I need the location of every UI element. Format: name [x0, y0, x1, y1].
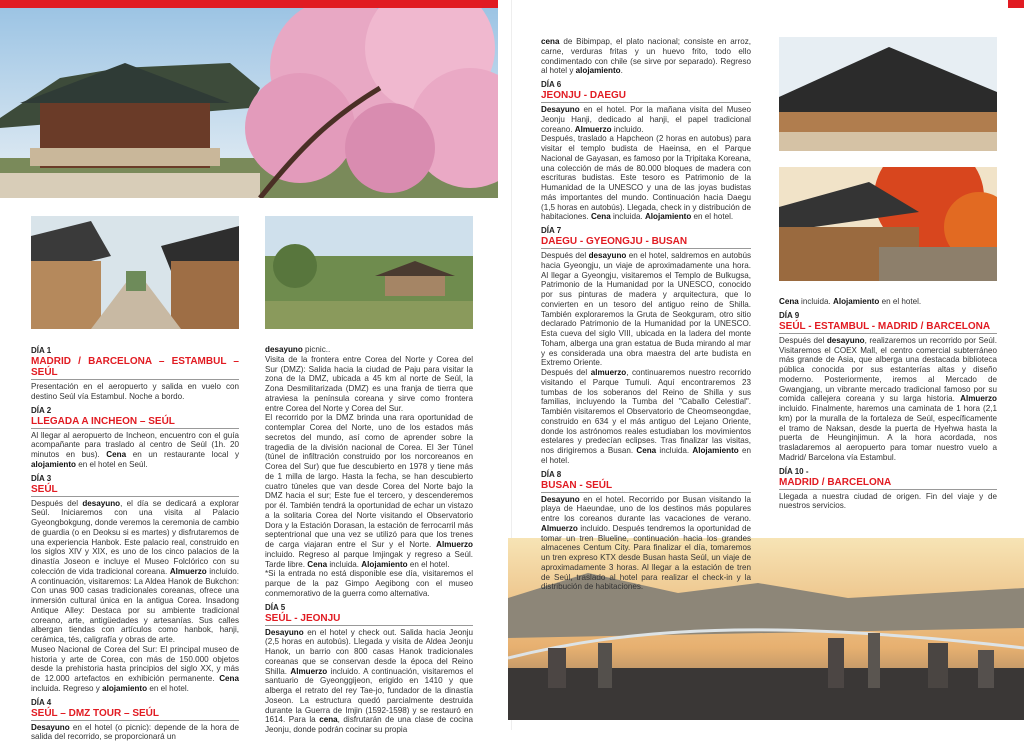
day-7-title: DAEGU - GYEONGJU - BUSAN	[541, 236, 751, 249]
day-3-label: DÍA 3	[31, 474, 239, 484]
day-5-label: DÍA 5	[265, 603, 473, 613]
hanok-village-photo	[31, 216, 239, 329]
day-3-title: SEÚL	[31, 484, 239, 497]
day-2-label: DÍA 2	[31, 406, 239, 416]
day-4-text-tour: El recorrido por la DMZ brinda una rara oportunidad de contemplar Corea del Norte, uno de los estados más secretos del mundo, así como de aprender sobre la tragedia de la división nacional de Corea. El 3er Túnel (túnel de infiltración construido por los norcoreanos en Corea del Sur) que fue descubierto en 1978 y tiene más de 1 milla de largo. Hasta la fecha, se han descubierto cuatro túneles que van desde Corea del Norte bajo la DMZ hacia el sur; Este fue el tercero, y descenderemos por él. También tendrá la oportunidad de echar un vistazo a la solitaria Corea del Norte visitando el Observatorio Dora y la Estación Dorasan, la estación de ferrocarril más septentrional que una vez se utilizó para que los trenes de carga viajaran entre el Sur y el Norte. Almuerzo incluido. Regreso al parque Imjingak y regreso a Seúl. Tarde libre. Cena incluida. Alojamiento en el hotel.	[265, 413, 473, 569]
day-6-label: DÍA 6	[541, 80, 751, 90]
day-10-label: DÍA 10 -	[779, 467, 997, 477]
day-2-title: LLEGADA A INCHEON – SEÚL	[31, 416, 239, 429]
day-7-label: DÍA 7	[541, 226, 751, 236]
day-4-text-cont: desayuno picnic..	[265, 345, 473, 355]
day-2-text: Al llegar al aeropuerto de Incheon, encuentro con el guía acompañante para traslado al centro de Seúl (1h. 20 minutos en bus). Cena en un restaurante local y alojamiento en el hotel en Seúl.	[31, 431, 239, 470]
day-3-text-museum: Museo Nacional de Corea del Sur: El principal museo de historia y arte de Corea, con más de 150.000 objetos desde la prehistoria hasta principios del siglo XX, y más de 12.000 artefactos en exhibición permanente. Cena incluida. Regreso y alojamiento en el hotel.	[31, 645, 239, 694]
day-4-label: DÍA 4	[31, 698, 239, 708]
traditional-village-photo	[265, 216, 473, 329]
day-1-label: DÍA 1	[31, 346, 239, 356]
day-3-text: Después del desayuno, el día se dedicará a explorar Seúl. Iniciaremos con una visita al Palacio Gyeongbokgung, donde veremos la ceremonia de cambio de guardia (o en Deoksu si es martes) y disfrutaremos de una experiencia Hanbok. Este palacio real, construido en los siglos XIV y XIX, es uno de los cinco palacios de la dinastía Joseon e incluye el Museo Folclórico con su colección de vida tradicional coreana. Almuerzo incluido. A continuación, visitaremos: La Aldea Hanok de Bukchon: Con unas 900 casas tradicionales coreanas, ofrece una inmersión cultural única en la antigua Corea. Insadong Antique Alley: Destaca por su ambiente tradicional coreano, arte, antigüedades y artesanías. Sus calles albergan tiendas con artículos como hanbok, hanji, cerámica, tés, caligrafía y obras de arte.	[31, 499, 239, 645]
day-8-text: Desayuno en el hotel. Recorrido por Busan visitando la playa de Haeundae, uno de los destinos más populares entre los coreanos durante las vacaciones de verano. Almuerzo incluido. Después tendremos la oportunidad de tomar un tren Blueline, continuación hacia los grandes almacenes Centum City. Para finalizar el día, tomaremos un tren expreso KTX desde Busan hasta Seúl, un viaje de aproximadamente 3 horas. Al llegar a la estación de tren de Seúl, traslado al hotel para realizar el check-in y la distribución de habitaciones.	[541, 495, 751, 593]
itinerary-column-1	[31, 342, 239, 742]
day-10-title: MADRID / BARCELONA	[779, 477, 997, 490]
day-7-text-cont: Después del almuerzo, continuaremos nuestro recorrido visitando el Parque Tumuli. Aquí encontraremos 23 tumbas de los soberanos del Reino de Shilla y sus familias, incluyendo la Tumba del "Caballo Celestial". También visitaremos el Observatorio de Cheomseongdae, construido en 634 y el más antiguo del Lejano Oriente, donde los astrónomos reales estudiaban los movimientos estelares y predecían eclipses. Tras finalizar las visitas, nos dirigiremos a Busan. Cena incluida. Alojamiento en el hotel.	[541, 368, 751, 466]
itinerary-column-4	[779, 297, 997, 511]
day-4-title: SEÚL – DMZ TOUR – SEÚL	[31, 708, 239, 721]
day-9-label: DÍA 9	[779, 311, 997, 321]
day-4-text-note: *Si la entrada no está disponible ese día, visitaremos el parque de la paz Gimpo Aegibong con el museo conmemorativo de la guerra como alternativa.	[265, 569, 473, 598]
top-red-bar-left	[0, 0, 498, 8]
day-6-title: JEONJU - DAEGU	[541, 90, 751, 103]
day-5-text-cont: cena de Bibimpap, el plato nacional; consiste en arroz, carne, verduras fritas y un huevo frito, todo ello condimentado con chile (se sirve por separado). Regreso al hotel y alojamiento.	[541, 37, 751, 76]
day-9-text: Después del desayuno, realizaremos un recorrido por Seúl. Visitaremos el COEX Mall, el centro comercial subterráneo más grande de Asia, que alberga una destacada biblioteca pública conocida por sus estanterías altas y diseño moderno. Posteriormente, iremos al Mercado de Gwangjang, un vibrante mercado tradicional famoso por su comida callejera coreana y su larga historia. Almuerzo incluido. Finalmente, haremos una caminata de 1 hora (2,1 km) por la muralla de la fortaleza de Seúl, específicamente el tramo de Naksan, desde la puerta de Hyehwa hasta la puerta de Heunginjimun. A la hora acordada, nos trasladaremos al aeropuerto para tomar nuestro vuelo a Madrid/ Barcelona vía Estambul.	[779, 336, 997, 463]
top-red-bar-right	[1008, 0, 1024, 8]
day-5-title: SEÚL - JEONJU	[265, 613, 473, 626]
day-1-text: Presentación en el aeropuerto y salida en vuelo con destino Seúl vía Estambul. Noche a bordo.	[31, 382, 239, 402]
day-4-text-dmz: Visita de la frontera entre Corea del Norte y Corea del Sur (DMZ): Salida hacia la ciudad de Paju para visitar la zona de la DMZ, ubicada a 45 km al norte de Seúl, la Zona Desmilitarizada (DMZ) es una franja de tierra que atraviesa la península coreana y sirve como frontera entre Corea del Norte y Corea del Sur.	[265, 355, 473, 414]
day-10-text: Llegada a nuestra ciudad de origen. Fin del viaje y de nuestros servicios.	[779, 492, 997, 512]
day-6-text-cont: Después, traslado a Hapcheon (2 horas en autobus) para visitar el templo budista de Haeinsa, en el Parque Nacional de Gayasan, es famoso por la Tripitaka Koreana, una colección de más de 80.000 bloques de madera con escrituras budistas. Este tesoro es Patrimonio de la Humanidad de la UNESCO y una de las joyas budistas más importantes del mundo. Continuación hacia Daegu (1,5 horas en autobús). Llegada, check in y distribución de habitaciones. Cena incluida. Alojamiento en el hotel.	[541, 134, 751, 222]
day-8-label: DÍA 8	[541, 470, 751, 480]
day-5-text: Desayuno en el hotel y check out. Salida hacia Jeonju (2,5 horas en autobús). Llegada y visita de Aldea Jeonju Hanok, un barrio con 800 casas Hanok tradicionales coreanas que se conservan desde la época del Reino Shilla. Almuerzo incluido. A continuación, visitaremos el santuario de Gyeonggijeon, erigido en 1410 y que alberga el retrato del rey Tae-jo, fundador de la dinastía Joseon. La estructura quedó parcialmente destruida durante la Guerra de Imjin (1592-1598) y se restauró en 1614. Para la cena, disfrutarán de una clase de cocina Jeonju, donde podrán cocinar su propia	[265, 628, 473, 735]
temple-autumn-photo	[779, 167, 997, 281]
palace-photo	[0, 8, 498, 198]
day-1-title: MADRID / BARCELONA – ESTAMBUL – SEÚL	[31, 356, 239, 380]
day-8-text-cont: Cena incluida. Alojamiento en el hotel.	[779, 297, 997, 307]
day-6-text: Desayuno en el hotel. Por la mañana visita del Museo Jeonju Hanji, dedicado al hanji, el papel tradicional coreano. Almuerzo incluido.	[541, 105, 751, 134]
temple-roof-photo	[779, 37, 997, 151]
day-9-title: SEÚL - ESTAMBUL - MADRID / BARCELONA	[779, 321, 997, 334]
itinerary-column-2	[265, 345, 473, 735]
day-7-text: Después del desayuno en el hotel, saldremos en autobús hacia Gyeongju, un viaje de aproximadamente una hora. Al llegar a Gyeongju, visitaremos el Templo de Bulkugsa, Patrimonio de la Humanidad por la UNESCO, conocido por sus pinturas de madera y arquitectura, que lo convierten en un tesoro del antiguo reino de Shilla. También exploraremos la Gruta de Seokguram, otro sitio declarado Patrimonio de la Humanidad por la UNESCO. Esta cueva del siglo VIII, ubicada en la ladera del monte Toham, alberga una gran estatua de Buda mirando al mar y es considerada una obra maestra del arte budista en Extremo Oriente.	[541, 251, 751, 368]
day-4-text-start: Desayuno en el hotel (o picnic): depende de la hora de salida del recorrido, se proporcionará un	[31, 723, 239, 742]
day-8-title: BUSAN - SEÚL	[541, 480, 751, 493]
itinerary-column-3	[541, 37, 751, 592]
